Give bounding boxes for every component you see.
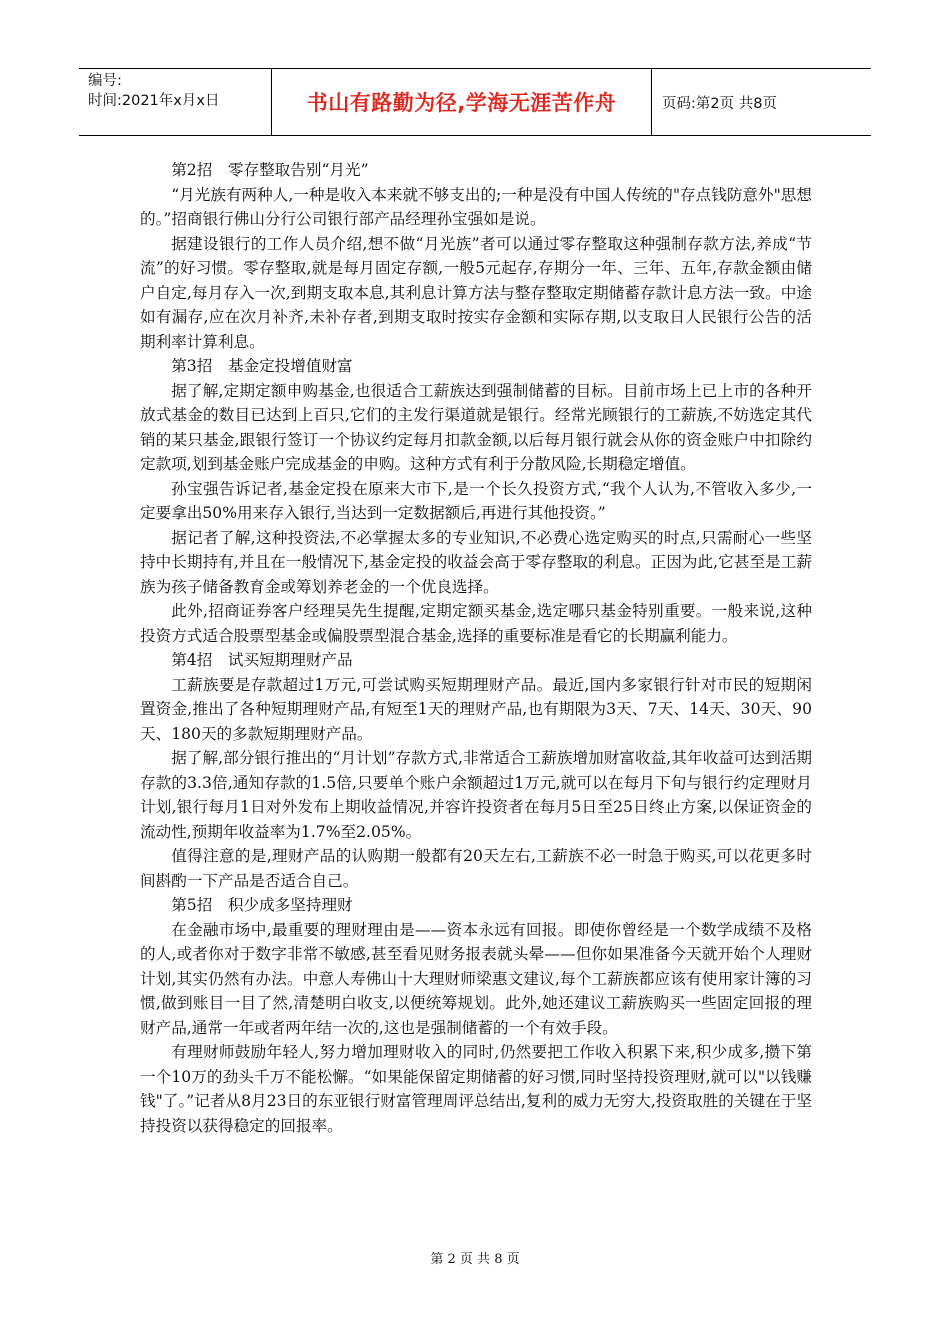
paragraph: 据建设银行的工作人员介绍,想不做“月光族”者可以通过零存整取这种强制存款方法,养成“节流”的好习惯。零存整取,就是每月固定存额,一般5元起存,存期分一年、三年、五年,存款金额由储户自定,每月存入一次,到期支取本息,其利息计算方法与整存整取定期储蓄存款计息方法一致。中途如有漏存,应在次月补齐,未补存者,到期支取时按实存金额和实际存期,以支取日人民银行公告的活期利率计算利息。 [140,234,812,351]
section-heading-5: 第5招 积少成多坚持理财 [171,896,353,914]
page-header [79,68,871,136]
paragraph: 孙宝强告诉记者,基金定投在原来大市下,是一个长久投资方式,“我个人认为,不管收入多少,一定要拿出50%用来存入银行,当达到一定数据额后,再进行其他投资。” [140,479,812,522]
paragraph: 值得注意的是,理财产品的认购期一般都有20天左右,工薪族不必一时急于购买,可以花更多时间斟酌一下产品是否适合自己。 [140,847,812,890]
section-heading-2: 第2招 零存整取告别“月光” [171,161,369,179]
time-label: 时间:2021年x月x日 [88,93,220,109]
header-left-cell [79,69,272,135]
paragraph: 据记者了解,这种投资法,不必掌握太多的专业知识,不必费心选定购买的时点,只需耐心一些坚持中长期持有,并且在一般情况下,基金定投的收益会高于零存整取的利息。正因为此,它甚至是工薪族为孩子储备教育金或筹划养老金的一个优良选择。 [140,528,812,596]
paragraph: 在金融市场中,最重要的理财理由是——资本永远有回报。即使你曾经是一个数学成绩不及格的人,或者你对于数字非常不敏感,甚至看见财务报表就头晕——但你如果准备今天就开始个人理财计划,其实仍然有办法。中意人寿佛山十大理财师梁惠文建议,每个工薪族都应该有使用家计簿的习惯,做到账目一目了然,清楚明白收支,以便统筹规划。此外,她还建议工薪族购买一些固定回报的理财产品,通常一年或者两年结一次的,这也是强制储蓄的一个有效手段。 [140,920,812,1037]
section-heading-3: 第3招 基金定投增值财富 [171,357,353,375]
paragraph: 此外,招商证券客户经理吴先生提醒,定期定额买基金,选定哪只基金特别重要。一般来说,这种投资方式适合股票型基金或偏股票型混合基金,选择的重要标准是看它的长期赢利能力。 [140,602,812,645]
paragraph: “月光族有两种人,一种是收入本来就不够支出的;一种是没有中国人传统的"存点钱防意外"思想的。”招商银行佛山分行公司银行部产品经理孙宝强如是说。 [140,185,812,228]
header-page-info: 页码:第2页 共8页 [662,95,777,112]
paragraph: 有理财师鼓励年轻人,努力增加理财收入的同时,仍然要把工作收入积累下来,积少成多,攒下第一个10万的劲头千万不能松懈。“如果能保留定期储蓄的好习惯,同时坚持投资理财,就可以"以钱赚钱"了。”记者从8月23日的东亚银行财富管理周评总结出,复利的威力无穷大,投资取胜的关键在于坚持投资以获得稳定的回报率。 [140,1043,812,1135]
page-footer: 第 2 页 共 8 页 [430,1252,520,1267]
paragraph: 据了解,定期定额申购基金,也很适合工薪族达到强制储蓄的目标。目前市场上已上市的各种开放式基金的数目已达到上百只,它们的主发行渠道就是银行。经常光顾银行的工薪族,不妨选定其代销的某只基金,跟银行签订一个协议约定每月扣款金额,以后每月银行就会从你的资金账户中扣除约定款项,划到基金账户完成基金的申购。这种方式有利于分散风险,长期稳定增值。 [140,381,812,473]
header-motto: 书山有路勤为径,学海无涯苦作舟 [272,69,652,135]
paragraph: 据了解,部分银行推出的“月计划”存款方式,非常适合工薪族增加财富收益,其年收益可达到活期存款的3.3倍,通知存款的1.5倍,只要单个账户余额超过1万元,就可以在每月下旬与银行约定理财月计划,银行每月1日对外发布上期收益情况,并容许投资者在每月5日至25日终止方案,以保证资金的流动性,预期年收益率为1.7%至2.05%。 [140,749,812,841]
paragraph: 工薪族要是存款超过1万元,可尝试购买短期理财产品。最近,国内多家银行针对市民的短期闲置资金,推出了各种短期理财产品,有短至1天的理财产品,也有期限为3天、7天、14天、30天、90天、180天的多款短期理财产品。 [140,675,812,743]
document-body [140,158,812,1138]
section-heading-4: 第4招 试买短期理财产品 [171,651,353,669]
number-label: 编号: [88,73,122,89]
